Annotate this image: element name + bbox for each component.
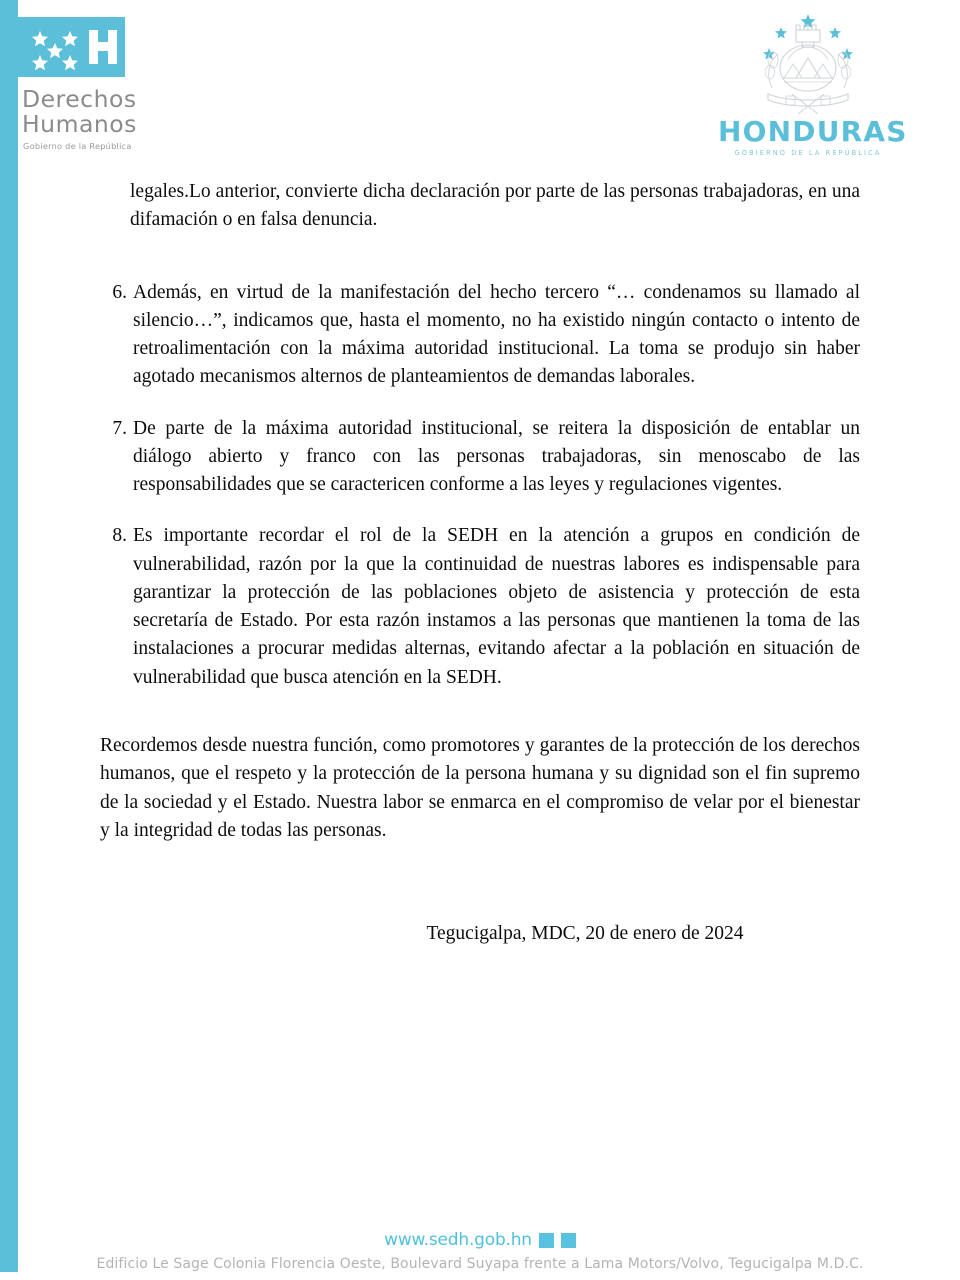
document-body	[0, 178, 960, 945]
list-item-text: Es importante recordar el rol de la SEDH en la atención a grupos en condición de vulnerabilidad, razón por la que la continuidad de nuestras labores es indispensable para garantizar la protección de las poblaciones objeto de asistencia y protección de esta secretaría de Estado. Por esta razón instamos a las personas que mantienen la toma de las instalaciones a procurar medidas alternas, evitando afectar a la población en situación de vulnerabilidad que busca atención en la SEDH.	[133, 525, 860, 688]
honduras-flag-h-icon	[18, 17, 125, 77]
list-item	[112, 415, 860, 500]
footer-address: Edificio Le Sage Colonia Florencia Oeste, Boulevard Suyapa frente a Lama Motors/Volvo, Tegucigalpa M.D.C.	[96, 1256, 864, 1272]
list-item-number: 6.	[112, 281, 127, 303]
list-item	[112, 279, 860, 392]
honduras-coat-of-arms-icon	[718, 10, 898, 118]
list-item-text: De parte de la máxima autoridad institucional, se reitera la disposición de entablar un diálogo abierto y franco con las personas trabajadoras, sin menoscabo de las responsabilidades que se caractericen conforme a las leyes y regulaciones vigentes.	[133, 417, 860, 496]
footer-url-row	[0, 1230, 960, 1250]
honduras-government-logo	[718, 10, 908, 157]
honduras-subtitle: GOBIERNO DE LA REPÚBLICA	[734, 149, 882, 157]
twitter-icon[interactable]	[561, 1233, 576, 1248]
list-item-number: 8.	[112, 525, 127, 547]
date-line: Tegucigalpa, MDC, 20 de enero de 2024	[426, 923, 744, 945]
website-link[interactable]: www.sedh.gob.hn	[384, 1230, 532, 1250]
list-item	[112, 522, 860, 692]
sedh-logo-subtitle: Gobierno de la República	[23, 141, 132, 151]
sedh-logo-line1: Derechos	[22, 85, 137, 113]
facebook-icon[interactable]	[539, 1233, 554, 1248]
lead-paragraph: legales.Lo anterior, convierte dicha declaración por parte de las personas trabajadoras, en una difamación o en falsa denuncia.	[130, 181, 860, 231]
honduras-wordmark: HONDURAS	[718, 115, 908, 148]
sedh-logo-line2: Humanos	[22, 110, 137, 138]
list-item-number: 7.	[112, 417, 127, 439]
numbered-list	[0, 279, 960, 692]
sedh-logo	[18, 17, 188, 151]
list-item-text: Además, en virtud de la manifestación del hecho tercero “… condenamos su llamado al silencio…”, indicamos que, hasta el momento, no ha existido ningún contacto o intento de retroalimentación con la máxima autoridad institucional. La toma se produjo sin haber agotado mecanismos alternos de planteamientos de demandas laborales.	[133, 281, 860, 388]
document-header	[0, 0, 960, 175]
sedh-logo-wordmark	[22, 87, 188, 137]
document-footer	[0, 1230, 960, 1272]
closing-paragraph: Recordemos desde nuestra función, como promotores y garantes de la protección de los derechos humanos, que el respeto y la protección de la persona humana y su dignidad son el fin supremo de la sociedad y el Estado. Nuestra labor se enmarca en el compromiso de velar por el bienestar y la integridad de todas las personas.	[100, 734, 860, 841]
